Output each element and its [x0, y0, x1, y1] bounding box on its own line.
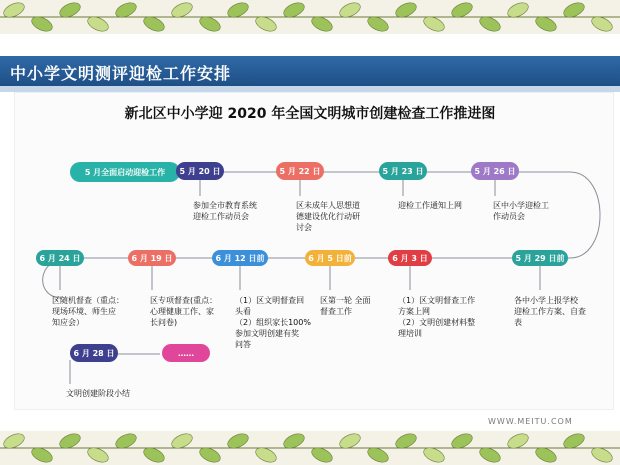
desc-may23: 迎检工作通知上网	[398, 201, 462, 210]
timeline-node-label: 5 月 29 日前	[515, 254, 565, 263]
desc-may20: 参加全市教育系统 迎检工作动员会	[193, 201, 257, 221]
timeline-node-jun24	[36, 250, 84, 266]
timeline-node-label: 6 月 5 日前	[308, 254, 352, 263]
desc-jun3: （1）区文明督查工作 方案上网 （2）文明创建材料整 理培训	[398, 296, 476, 338]
timeline-node-label: 6 月 3 日	[392, 254, 428, 263]
timeline-node-jun28	[70, 344, 118, 362]
timeline-node-label: 5 月 20 日	[179, 167, 221, 176]
desc-may29: 各中小学上报学校 迎检工作方案、自查 表	[514, 296, 586, 327]
page-title: 中小学文明测评迎检工作安排	[10, 64, 232, 83]
desc-jun28: 文明创建阶段小结	[66, 389, 130, 398]
timeline-node-may29	[512, 250, 568, 266]
desc-may26: 区中小学迎检工 作动员会	[493, 201, 549, 221]
timeline-node-label: 6 月 12 日前	[215, 254, 265, 263]
timeline-node-label: 5 月 23 日	[382, 167, 424, 176]
timeline-node-jun12	[212, 250, 268, 266]
timeline-node-may22	[276, 162, 324, 180]
timeline-node-label: 6 月 28 日	[73, 349, 115, 358]
timeline-node-label: ……	[178, 349, 194, 358]
leaf-border-bottom	[0, 431, 620, 465]
desc-may22: 区未成年人思想道 德建设优化行动研 讨会	[296, 201, 360, 232]
diagram-title: 新北区中小学迎 2020 年全国文明城市创建检查工作推进图	[124, 106, 496, 122]
timeline-node-label: 6 月 19 日	[131, 254, 173, 263]
desc-jun12: （1）区文明督查回 头看 （2）组织家长100% 参加文明创建有奖 问答	[235, 296, 311, 349]
watermark-text: WWW.MEITU.COM	[488, 417, 573, 426]
timeline-node-jun5	[305, 250, 355, 266]
desc-jun19: 区专项督查(重点： 心理健康工作、家 长问卷)	[150, 296, 218, 327]
timeline-node-may20	[176, 162, 224, 180]
desc-jun24: 区随机督查（重点： 现场环境、师生应 知应会）	[52, 296, 124, 327]
timeline-node-label: 5 月全面启动迎检工作	[84, 168, 166, 177]
timeline-node-label: 5 月 22 日	[279, 167, 321, 176]
timeline-node-label: 5 月 26 日	[474, 167, 516, 176]
timeline-node-may23	[379, 162, 427, 180]
desc-jun5: 区第一轮 全面 督查工作	[320, 296, 371, 316]
timeline-node-jun3	[388, 250, 432, 266]
timeline-node-start	[70, 162, 180, 182]
timeline-node-may26	[471, 162, 519, 180]
timeline-node-label: 6 月 24 日	[39, 254, 81, 263]
timeline-node-jun19	[128, 250, 176, 266]
timeline-node-more	[162, 344, 210, 362]
leaf-pattern-bottom	[0, 431, 620, 465]
